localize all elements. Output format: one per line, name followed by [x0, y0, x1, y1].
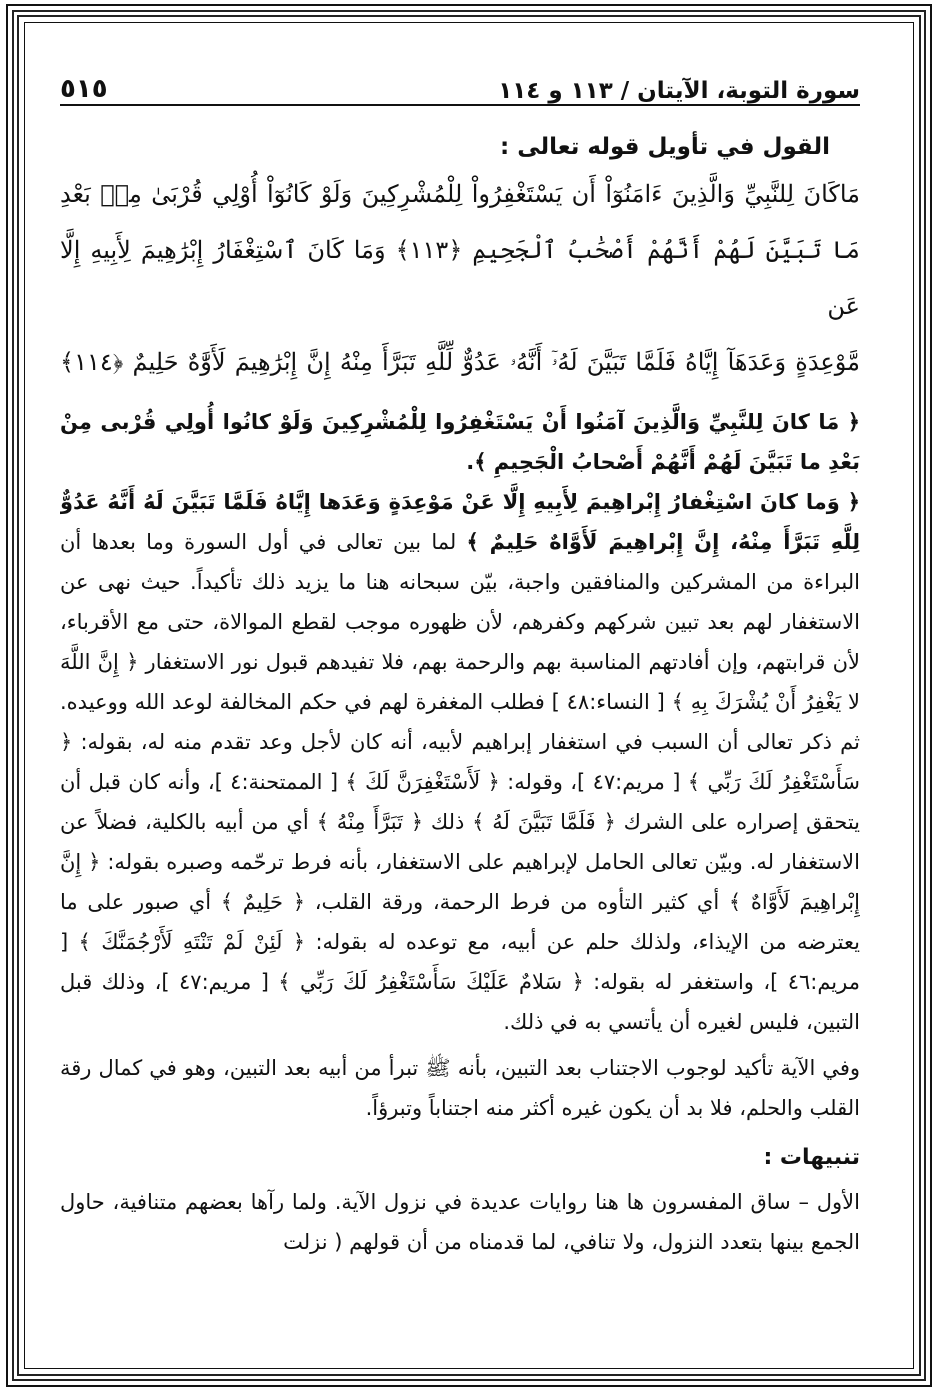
quran-line-2: مَا تَبَيَّنَ لَهُمْ أَنَّهُمْ أَصْحَٰبُ ٱلْجَحِيمِ ﴿١١٣﴾ وَمَا كَانَ ٱسْتِغْفَارُ إِبْرَٰهِيمَ لِأَبِيهِ إِلَّا عَن: [60, 236, 860, 320]
notes-heading: تنبيهات :: [763, 1145, 860, 1170]
quran-line-1: مَاكَانَ لِلنَّبِيِّ وَالَّذِينَ ءَامَنُوٓاْ أَن يَسْتَغْفِرُواْ لِلْمُشْرِكِينَ وَلَوْ كَانُوٓاْ أُوْلِي قُرْبَىٰ مِنۢ بَعْدِ: [60, 180, 860, 208]
verse-114-quote: ﴿ وَما كانَ اسْتِغْفارُ إِبْراهِيمَ لِأَبِيهِ إِلَّا عَنْ مَوْعِدَةٍ وَعَدَها إِيَّاهُ فَلَمَّا تَبَيَّنَ لَهُ أَنَّهُ عَدُوٌّ لِلَّهِ تَبَرَّأَ مِنْهُ، إِنَّ إِبْراهِيمَ لَأَوَّاهٌ حَلِيمٌ ﴾: [60, 490, 860, 554]
quran-verses-block: [60, 166, 860, 390]
commentary-block: [60, 482, 860, 1262]
running-head: سورة التوبة، الآيتان / ١١٣ و ١١٤: [498, 78, 860, 104]
page-number: ٥١٥: [60, 74, 108, 104]
section-title: القول في تأويل قوله تعالى :: [500, 134, 830, 160]
quran-line-3: مَّوْعِدَةٍ وَعَدَهَآ إِيَّاهُ فَلَمَّا تَبَيَّنَ لَهُۥٓ أَنَّهُۥ عَدُوٌّ لِّلَّهِ تَبَرَّأَ مِنْهُ إِنَّ إِبْرَٰهِيمَ لَأَوَّٰهٌ حَلِيمٌ ﴿١١٤﴾: [60, 348, 860, 376]
book-page: [60, 60, 860, 1350]
commentary-paragraph-1: لما بين تعالى في أول السورة وما بعدها أن البراءة من المشركين والمنافقين واجبة، بيّن سبحانه هنا ما يزيد ذلك تأكيداً. حيث نهى عن الاستغفار لهم بعد تبين شركهم وكفرهم، لأن ظهوره موجب لقطع الموالاة، حتى مع الأقرباء، لأن قرابتهم، وإن أفادتهم المناسبة بهم والرحمة بهم، فلا تفيدهم قبول نور الاستغفار ﴿ إِنَّ اللَّهَ لا يَغْفِرُ أَنْ يُشْرَكَ بِهِ ﴾ [ النساء:٤٨ ] فطلب المغفرة لهم في حكم المخالفة لوعد الله ووعيده. ثم ذكر تعالى أن السبب في استغفار إبراهيم لأبيه، أنه كان لأجل وعد تقدم منه له، بقوله: ﴿ سَأَسْتَغْفِرُ لَكَ رَبِّي ﴾ [ مريم:٤٧ ]، وقوله: ﴿ لَأَسْتَغْفِرَنَّ لَكَ ﴾ [ الممتحنة:٤ ]، وأنه كان قبل أن يتحقق إصراره على الشرك ﴿ فَلَمَّا تَبَيَّنَ لَهُ ﴾ ذلك ﴿ تَبَرَّأَ مِنْهُ ﴾ أي من أبيه بالكلية، فضلاً عن الاستغفار له. وبيّن تعالى الحامل لإبراهيم على الاستغفار، بأنه فرط ترحّمه وصبره بقوله: ﴿ إِنَّ إِبْراهِيمَ لَأَوَّاهٌ ﴾ أي كثير التأوه من فرط الرحمة، ورقة القلب، ﴿ حَلِيمٌ ﴾ أي صبور على ما يعترضه من الإيذاء، ولذلك حلم عن أبيه، مع توعده له بقوله: ﴿ لَئِنْ لَمْ تَنْتَهِ لَأَرْجُمَنَّكَ ﴾ [ مريم:٤٦ ]، واستغفر له بقوله: ﴿ سَلامٌ عَلَيْكَ سَأَسْتَغْفِرُ لَكَ رَبِّي ﴾ [ مريم:٤٧ ]، وذلك قبل التبين، فليس لغيره أن يأتسي به في ذلك.: [60, 530, 860, 1034]
commentary-paragraph-2: وفي الآية تأكيد لوجوب الاجتناب بعد التبين، بأنه ﷺ تبرأ من أبيه بعد التبين، وهو في كمال رقة القلب والحلم، فلا بد أن يكون غيره أكثر منه اجتناباً وتبرؤاً.: [60, 1056, 860, 1120]
verse-113-quote: ﴿ مَا كانَ لِلنَّبِيِّ وَالَّذِينَ آمَنُوا أَنْ يَسْتَغْفِرُوا لِلْمُشْرِكِينَ وَلَوْ كانُوا أُولِي قُرْبى مِنْ بَعْدِ ما تَبَيَّنَ لَهُمْ أَنَّهُمْ أَصْحابُ الْجَحِيمِ ﴾.: [60, 410, 860, 474]
page-header: [60, 60, 860, 106]
note-1: الأول – ساق المفسرون ها هنا روايات عديدة في نزول الآية. ولما رآها بعضهم متنافية، حاول الجمع بينها بتعدد النزول، ولا تنافي، لما قدمناه من أن قولهم ( نزلت: [60, 1190, 860, 1254]
